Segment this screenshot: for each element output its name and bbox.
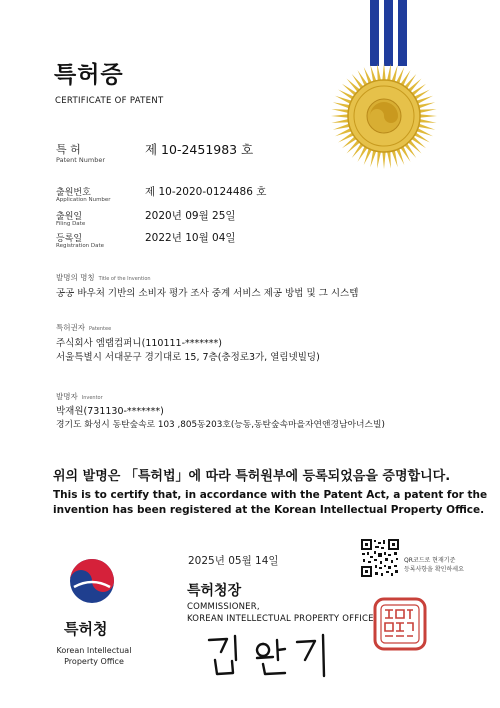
qr-note: QR코드로 현재기준 등록사항을 확인하세요 [404, 557, 464, 573]
issue-date: 2025년 05월 14일 [188, 555, 279, 567]
application-number: 제 10-2020-0124486 호 [145, 186, 267, 198]
certificate-title: 특허증 [54, 62, 124, 88]
invention-label: 발명의 명칭 Title of the Invention [56, 273, 151, 282]
patentee-name: 주식회사 엠랩컴퍼니(110111-*******) [56, 338, 222, 349]
patentee-address: 서울특별시 서대문구 경기대로 15, 7층(충정로3가, 열림넷빌딩) [56, 352, 320, 363]
gold-seal-icon [330, 62, 438, 170]
certification-statement-en-1: This is to certify that, in accordance with the Patent Act, a patent for the [53, 489, 488, 501]
inventor-address: 경기도 화성시 동탄숲속로 103 ,805동203호(능동,동탄숲속마을자연앤경남아너스빌) [56, 420, 385, 430]
qr-code-icon[interactable] [360, 538, 400, 578]
certificate-subtitle: CERTIFICATE OF PATENT [55, 96, 164, 106]
inventor-label: 발명자 Inventor [56, 392, 103, 401]
kipo-logo-icon [68, 557, 116, 605]
official-stamp-icon [372, 596, 428, 652]
office-name-en: Korean Intellectual Property Office [56, 646, 132, 666]
application-label: 출원번호 [56, 188, 91, 198]
filing-label-en: Filing Date [56, 221, 86, 227]
filing-date: 2020년 09월 25일 [145, 210, 236, 222]
office-name-ko: 특허청 [64, 620, 108, 638]
commissioner-title-en-2: KOREAN INTELLECTUAL PROPERTY OFFICE [187, 614, 374, 624]
commissioner-title-en-1: COMMISSIONER, [187, 602, 260, 612]
commissioner-title: 특허청장 [187, 583, 242, 599]
commissioner-signature [205, 630, 335, 680]
patent-number: 제 10-2451983 호 [145, 142, 254, 157]
patent-label: 특 허 [56, 143, 81, 156]
registration-label-en: Registration Date [56, 243, 105, 249]
patentee-label: 특허권자 Patentee [56, 323, 112, 332]
invention-title: 공공 바우처 기반의 소비자 평가 조사 중계 서비스 제공 방법 및 그 시스템 [56, 288, 359, 299]
certification-statement-ko: 위의 발명은 「특허법」에 따라 특허원부에 등록되었음을 증명합니다. [53, 469, 451, 484]
filing-label: 출원일 [56, 212, 83, 222]
certification-statement-en-2: invention has been registered at the Korean Intellectual Property Office. [53, 504, 485, 516]
registration-label: 등록일 [56, 234, 83, 244]
inventor-name: 박재원(731130-*******) [56, 406, 164, 417]
application-label-en: Application Number [56, 197, 111, 203]
registration-date: 2022년 10월 04일 [145, 232, 236, 244]
patent-label-en: Patent Number [56, 156, 106, 164]
